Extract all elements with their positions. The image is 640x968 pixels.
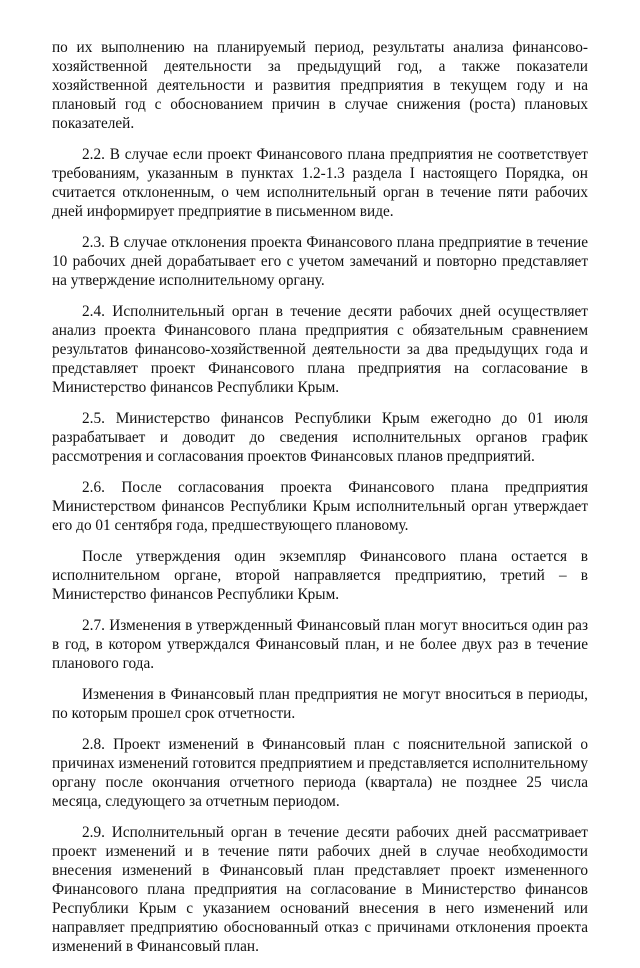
paragraph-2-7-restriction: Изменения в Финансовый план предприятия не могут вноситься в периоды, по которым прошел срок отчетности. (52, 686, 588, 722)
paragraph-2-6: 2.6. После согласования проекта Финансового плана предприятия Министерством финансов Республики Крым исполнительный орган утверждает его до 01 сентября года, предшествующего плановому. (52, 479, 588, 534)
paragraph-2-5: 2.5. Министерство финансов Республики Крым ежегодно до 01 июля разрабатывает и доводит до сведения исполнительных органов график рассмотрения и согласования проектов Финансовых планов предприятий. (52, 410, 588, 465)
paragraph-2-3: 2.3. В случае отклонения проекта Финансового плана предприятие в течение 10 рабочих дней дорабатывает его с учетом замечаний и повторно представляет на утверждение исполнительному органу. (52, 234, 588, 289)
paragraph-2-8: 2.8. Проект изменений в Финансовый план с пояснительной запиской о причинах изменений готовится предприятием и представляется исполнительному органу после окончания отчетного периода (квартала) не позднее 25 числа месяца, следующего за отчетным периодом. (52, 736, 588, 810)
paragraph-2-4: 2.4. Исполнительный орган в течение десяти рабочих дней осуществляет анализ проекта Финансового плана предприятия с обязательным сравнением результатов финансово-хозяйственной деятельности за два предыдущих года и представляет проект Финансового плана предприятия на согласование в Министерство финансов Республики Крым. (52, 303, 588, 396)
document-page (52, 38, 588, 968)
paragraph-2-6-copies: После утверждения один экземпляр Финансового плана остается в исполнительном органе, второй направляется предприятию, третий – в Министерство финансов Республики Крым. (52, 548, 588, 603)
paragraph-2-2: 2.2. В случае если проект Финансового плана предприятия не соответствует требованиям, указанным в пунктах 1.2-1.3 раздела I настоящего Порядка, он считается отклоненным, о чем исполнительный орган в течение пяти рабочих дней информирует предприятие в письменном виде. (52, 146, 588, 220)
paragraph-2-9: 2.9. Исполнительный орган в течение десяти рабочих дней рассматривает проект изменений и в течение пяти рабочих дней в случае необходимости внесения изменений в Финансовый план представляет проект измененного Финансового плана предприятия на согласование в Министерство финансов Республики Крым с указанием оснований внесения в него изменений или направляет предприятию обоснованный отказ с причинами отклонения проекта изменений в Финансовый план. (52, 824, 588, 955)
paragraph-continuation: по их выполнению на планируемый период, результаты анализа финансово-хозяйственной деятельности за предыдущий год, а также показатели хозяйственной деятельности и развития предприятия в текущем году и на плановый год с обоснованием причин в случае снижения (роста) плановых показателей. (52, 39, 588, 132)
paragraph-2-7: 2.7. Изменения в утвержденный Финансовый план могут вноситься один раз в год, в котором утверждался Финансовый план, и не более двух раз в течение планового года. (52, 617, 588, 672)
